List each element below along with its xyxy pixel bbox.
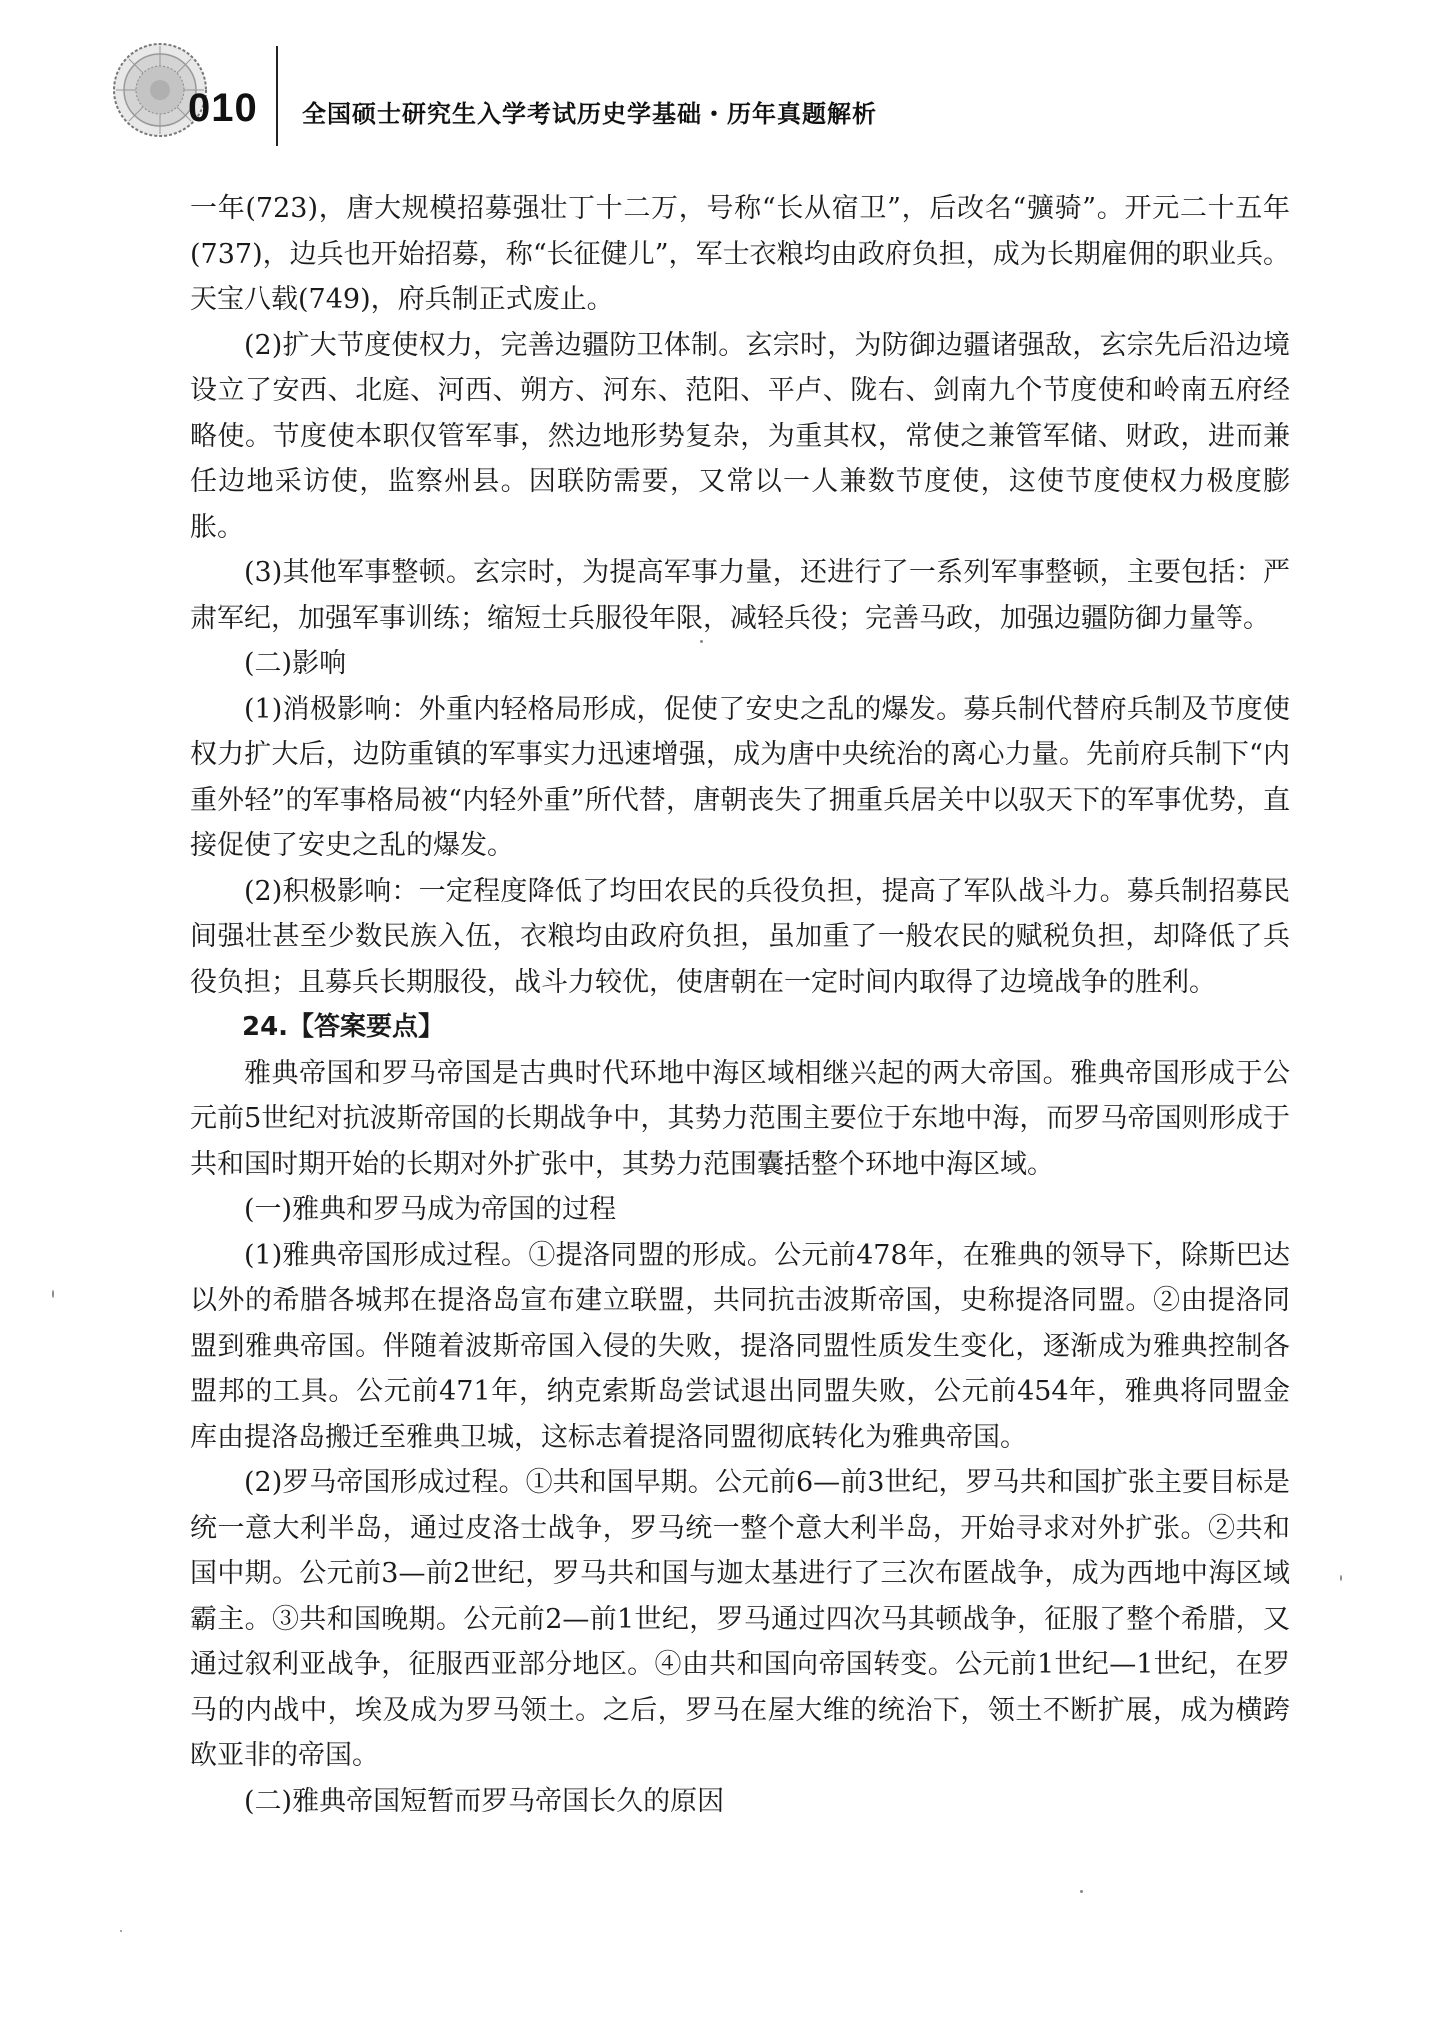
page-number: 010 <box>188 86 258 130</box>
paragraph: (1)雅典帝国形成过程。①提洛同盟的形成。公元前478年，在雅典的领导下，除斯巴达以外的希腊各城邦在提洛岛宣布建立联盟，共同抗击波斯帝国，史称提洛同盟。②由提洛同盟到雅典帝国。伴随着波斯帝国入侵的失败，提洛同盟性质发生变化，逐渐成为雅典控制各盟邦的工具。公元前471年，纳克索斯岛尝试退出同盟失败，公元前454年，雅典将同盟金库由提洛岛搬迁至雅典卫城，这标志着提洛同盟彻底转化为雅典帝国。 <box>190 1239 1290 1453</box>
paragraph-continuation: 一年(723)，唐大规模招募强壮丁十二万，号称“长从宿卫”，后改名“彍骑”。开元二十五年(737)，边兵也开始招募，称“长征健儿”，军士衣粮均由政府负担，成为长期雇佣的职业兵。天宝八载(749)，府兵制正式废止。 <box>190 193 1290 315</box>
paragraph: 雅典帝国和罗马帝国是古典时代环地中海区域相继兴起的两大帝国。雅典帝国形成于公元前5世纪对抗波斯帝国的长期战争中，其势力范围主要位于东地中海，而罗马帝国则形成于共和国时期开始的长期对外扩张中，其势力范围囊括整个环地中海区域。 <box>190 1057 1290 1180</box>
scan-speck <box>1080 1890 1083 1893</box>
scan-speck <box>52 1290 54 1298</box>
paragraph: (1)消极影响：外重内轻格局形成，促使了安史之乱的爆发。募兵制代替府兵制及节度使权力扩大后，边防重镇的军事实力迅速增强，成为唐中央统治的离心力量。先前府兵制下“内重外轻”的军事格局被“内轻外重”所代替，唐朝丧失了拥重兵居关中以驭天下的军事优势，直接促使了安史之乱的爆发。 <box>190 693 1290 861</box>
scan-speck <box>700 640 703 643</box>
paragraph: (3)其他军事整顿。玄宗时，为提高军事力量，还进行了一系列军事整顿，主要包括：严肃军纪，加强军事训练；缩短士兵服役年限，减轻兵役；完善马政，加强边疆防御力量等。 <box>190 557 1290 634</box>
paragraph: (2)积极影响：一定程度降低了均田农民的兵役负担，提高了军队战斗力。募兵制招募民间强壮甚至少数民族入伍，衣粮均由政府负担，虽加重了一般农民的赋税负担，却降低了兵役负担；且募兵长期服役，战斗力较优，使唐朝在一定时间内取得了边境战争的胜利。 <box>190 875 1290 998</box>
running-header-title: 全国硕士研究生入学考试历史学基础・历年真题解析 <box>302 100 877 128</box>
header-divider <box>276 46 278 146</box>
scan-speck <box>1340 1575 1342 1581</box>
paragraph: (2)罗马帝国形成过程。①共和国早期。公元前6—前3世纪，罗马共和国扩张主要目标是统一意大利半岛，通过皮洛士战争，罗马统一整个意大利半岛，开始寻求对外扩张。②共和国中期。公元前3—前2世纪，罗马共和国与迦太基进行了三次布匿战争，成为西地中海区域霸主。③共和国晚期。公元前2—前1世纪，罗马通过四次马其顿战争，征服了整个希腊，又通过叙利亚战争，征服西亚部分地区。④由共和国向帝国转变。公元前1世纪—1世纪，在罗马的内战中，埃及成为罗马领土。之后，罗马在屋大维的统治下，领土不断扩展，成为横跨欧亚非的帝国。 <box>190 1467 1290 1771</box>
paragraph: (2)扩大节度使权力，完善边疆防卫体制。玄宗时，为防御边疆诸强敌，玄宗先后沿边境设立了安西、北庭、河西、朔方、河东、范阳、平卢、陇右、剑南九个节度使和岭南五府经略使。节度使本职仅管军事，然边地形势复杂，为重其权，常使之兼管军储、财政，进而兼任边地采访使，监察州县。因联防需要，又常以一人兼数节度使，这使节度使权力极度膨胀。 <box>190 329 1290 543</box>
section-subheading: (二)雅典帝国短暂而罗马帝国长久的原因 <box>244 1785 725 1817</box>
scan-speck <box>120 1930 122 1932</box>
answer-heading: 24.【答案要点】 <box>242 1012 445 1042</box>
page-header <box>100 40 1300 150</box>
section-subheading: (一)雅典和罗马成为帝国的过程 <box>244 1194 617 1225</box>
section-subheading: (二)影响 <box>244 648 347 679</box>
body-text <box>190 186 1290 1824</box>
